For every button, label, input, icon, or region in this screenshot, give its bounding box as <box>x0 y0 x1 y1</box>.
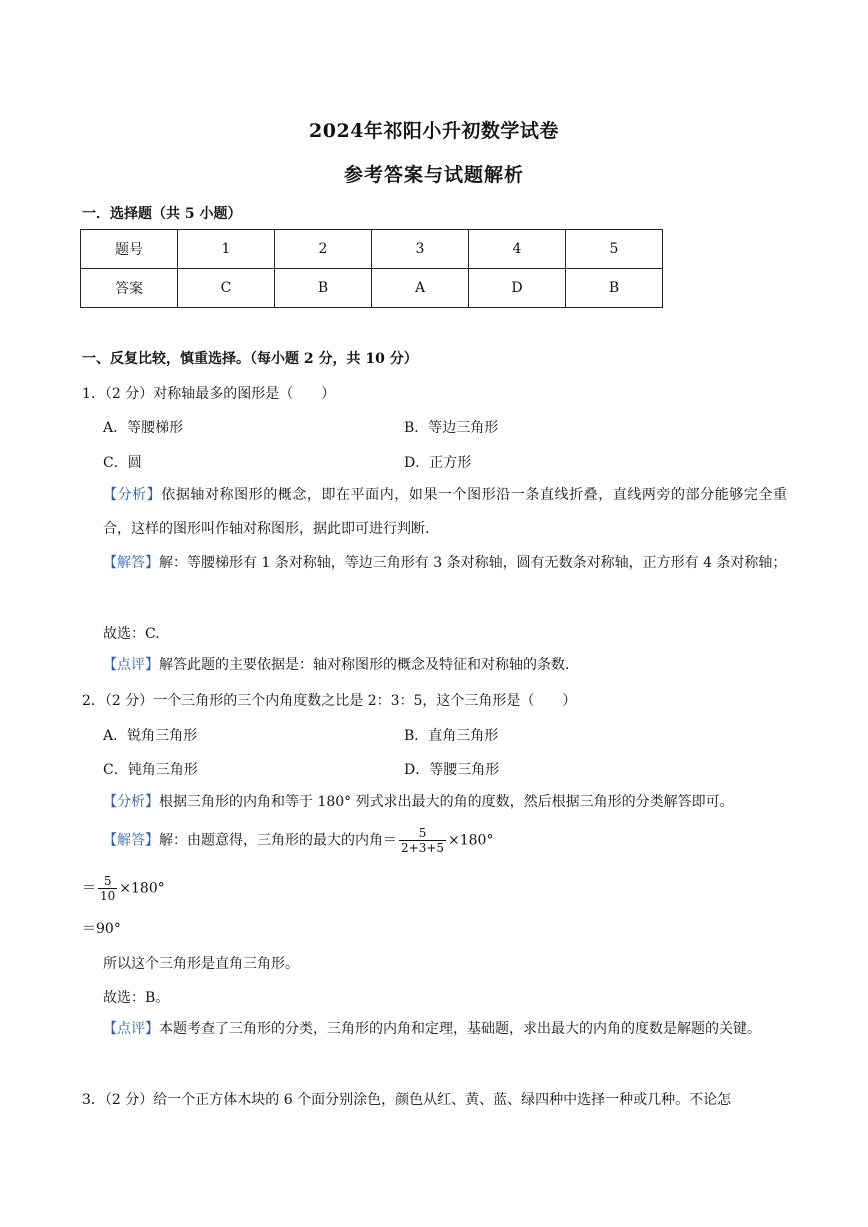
q2-option-c: C．钝角三角形 <box>103 762 198 778</box>
solution-tag: 【解答】 <box>103 832 159 849</box>
q2-option-d: D．等腰三角形 <box>404 762 500 778</box>
table-cell: A <box>372 269 469 308</box>
comment-tag: 【点评】 <box>103 1021 159 1037</box>
times-180: ×180° <box>119 880 165 897</box>
question-2-stem: 2．（2 分）一个三角形的三个内角度数之比是 2：3：5，这个三角形是（ ） <box>82 693 577 709</box>
page-subtitle: 参考答案与试题解析 <box>343 164 524 186</box>
q2-solution <box>103 826 493 855</box>
q2-step-3: ＝90° <box>82 921 121 937</box>
q1-option-c: C．圆 <box>103 455 142 471</box>
page-title: 2024年祁阳小升初数学试卷 <box>309 120 559 142</box>
table-row-header: 题号 <box>81 230 178 269</box>
table-cell: 3 <box>372 230 469 269</box>
comment-tag: 【点评】 <box>103 657 159 673</box>
q1-option-a: A．等腰梯形 <box>103 420 184 436</box>
equals-sign: ＝ <box>82 880 96 897</box>
q2-option-a: A．锐角三角形 <box>103 728 198 744</box>
fraction-denominator: 2+3+5 <box>401 841 445 855</box>
fraction-numerator: 5 <box>98 874 117 889</box>
q2-analysis <box>103 785 787 819</box>
q1-analysis-text: 依据轴对称图形的概念，即在平面内，如果一个图形沿一条直线折叠，直线两旁的部分能够完全重合，这样的图形叫作轴对称图形，据此即可进行判断. <box>103 487 788 537</box>
fraction-denominator: 10 <box>100 889 116 903</box>
q2-comment-text: 本题考查了三角形的分类，三角形的内角和定理，基础题，求出最大的内角的度数是解题的关键。 <box>159 1021 761 1037</box>
table-cell: C <box>178 269 275 308</box>
table-cell: D <box>469 269 566 308</box>
question-1-stem: 1．（2 分）对称轴最多的图形是（ ） <box>82 386 336 402</box>
question-3-stem: 3．（2 分）给一个正方体木块的 6 个面分别涂色，颜色从红、黄、蓝、绿四种中选择一种或几种。不论怎 <box>82 1092 732 1108</box>
analysis-tag: 【分析】 <box>103 794 159 810</box>
q1-solution-text: 解：等腰梯形有 1 条对称轴，等边三角形有 3 条对称轴，圆有无数条对称轴，正方形有 4 条对称轴； <box>159 555 787 571</box>
table-cell: 5 <box>566 230 663 269</box>
analysis-tag: 【分析】 <box>103 487 162 503</box>
table-row <box>81 269 663 308</box>
table-cell: B <box>566 269 663 308</box>
q2-step-2 <box>82 874 165 903</box>
q1-comment <box>103 648 787 682</box>
section-heading: 一、反复比较，慎重选择。（每小题 2 分，共 10 分） <box>82 351 418 367</box>
fraction-numerator: 5 <box>399 826 446 841</box>
fraction <box>98 874 117 903</box>
table-row-header: 答案 <box>81 269 178 308</box>
table-cell: B <box>275 269 372 308</box>
table-cell: 2 <box>275 230 372 269</box>
q1-analysis <box>103 478 787 546</box>
table-cell: 1 <box>178 230 275 269</box>
q2-comment <box>103 1012 787 1046</box>
fraction <box>399 826 446 855</box>
q1-choice: 故选：C. <box>103 626 160 642</box>
q2-option-b: B．直角三角形 <box>404 728 499 744</box>
q2-choice: 故选：B。 <box>103 990 170 1006</box>
section-choice-heading: 一．选择题（共 5 小题） <box>82 206 242 222</box>
q2-conclusion: 所以这个三角形是直角三角形。 <box>103 956 299 972</box>
times-180: ×180° <box>448 832 494 849</box>
table-row <box>81 230 663 269</box>
solution-tag: 【解答】 <box>103 555 159 571</box>
q1-option-d: D．正方形 <box>404 455 472 471</box>
q2-solution-prefix: 解：由题意得，三角形的最大的内角＝ <box>159 832 397 849</box>
table-cell: 4 <box>469 230 566 269</box>
q1-comment-text: 解答此题的主要依据是：轴对称图形的概念及特征和对称轴的条数. <box>159 657 570 673</box>
q1-solution <box>103 546 787 580</box>
q2-analysis-text: 根据三角形的内角和等于 180° 列式求出最大的角的度数，然后根据三角形的分类解答即可。 <box>159 794 734 810</box>
q1-option-b: B．等边三角形 <box>404 420 499 436</box>
answer-table <box>80 229 663 308</box>
